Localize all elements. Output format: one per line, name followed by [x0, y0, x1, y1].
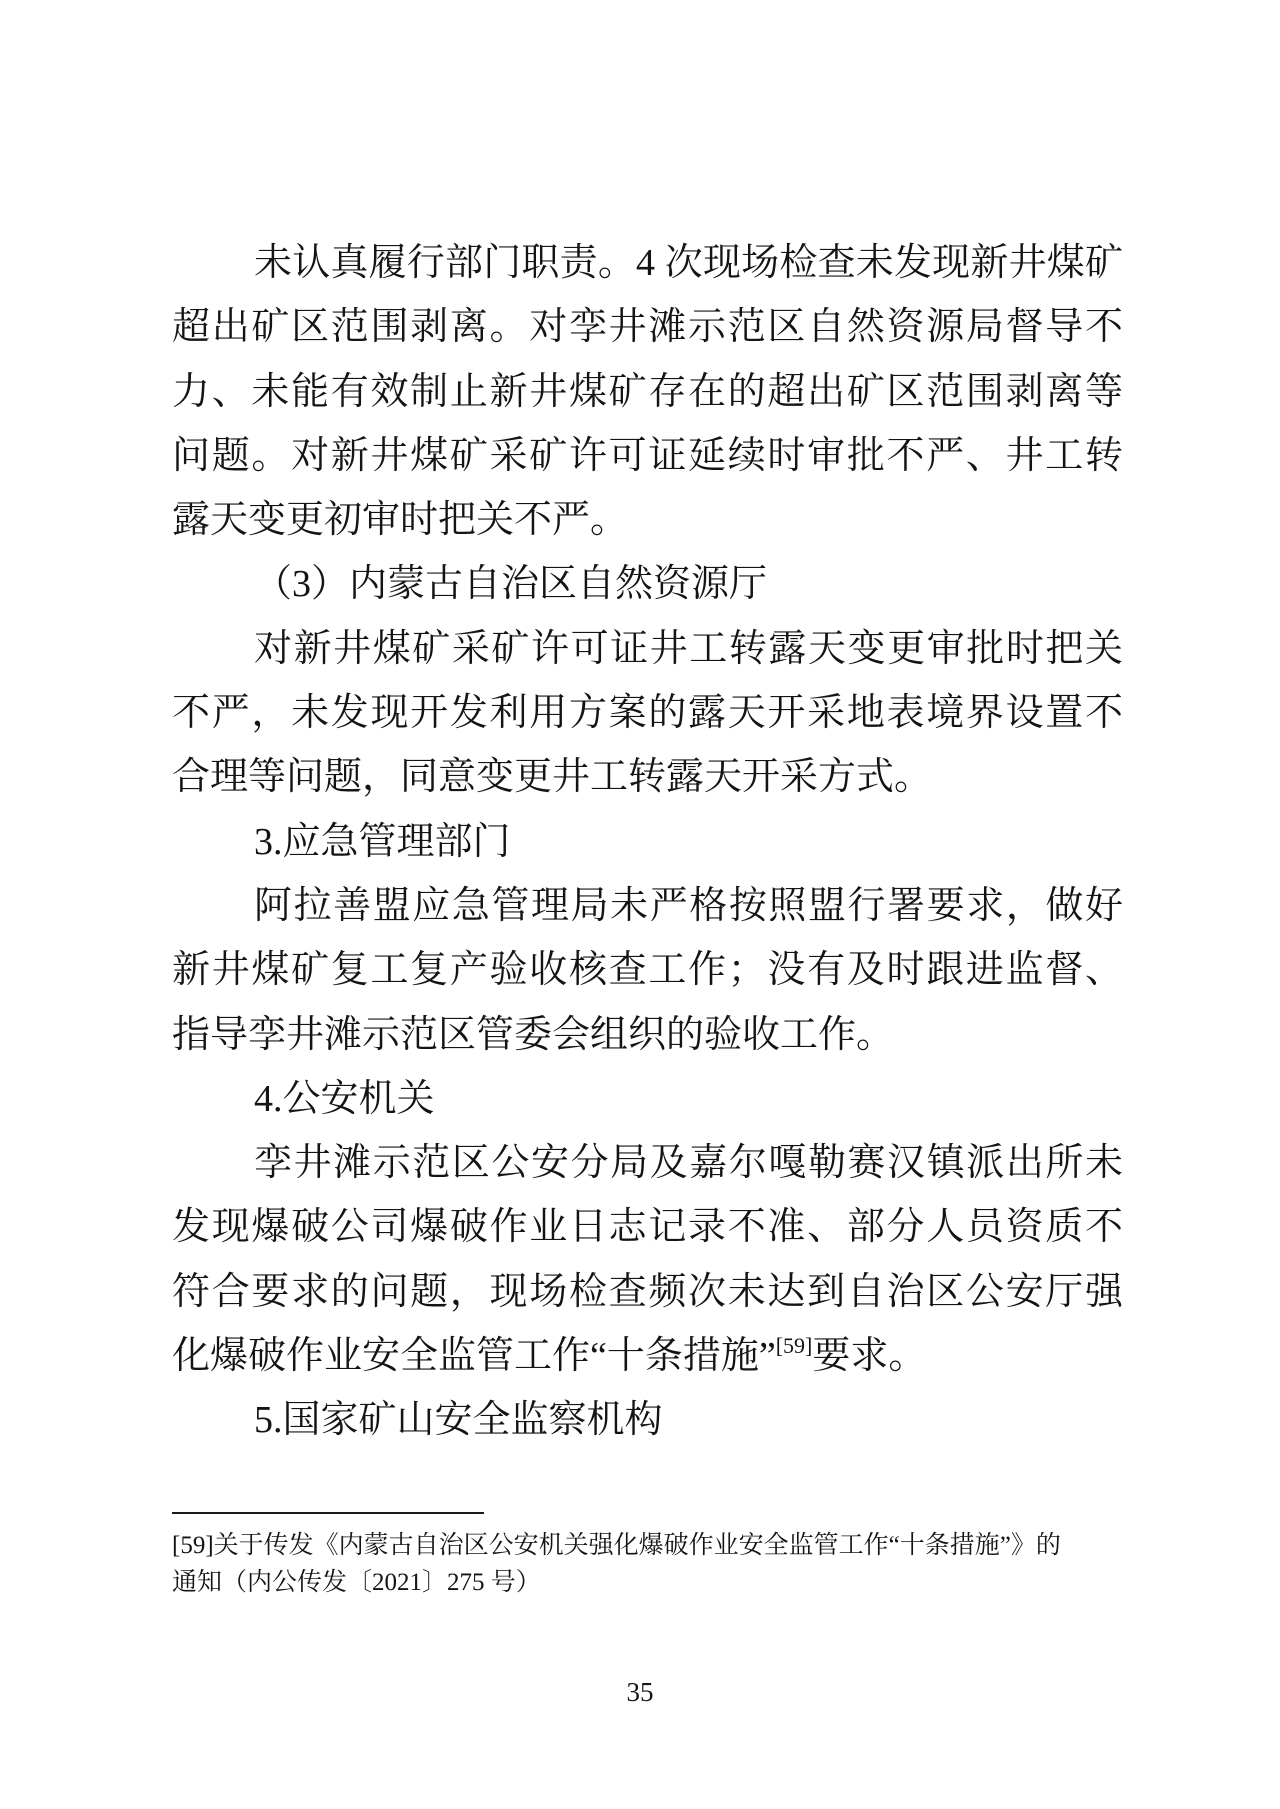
footnote-line: [59]关于传发《内蒙古自治区公安机关强化爆破作业安全监管工作“十条措施”》的: [172, 1532, 1061, 1559]
footnote-line: 通知（内公传发〔2021〕275 号）: [172, 1569, 541, 1596]
body-line: 发现爆破公司爆破作业日志记录不准、部分人员资质不: [172, 1206, 1123, 1249]
body-line: 力、未能有效制止新井煤矿存在的超出矿区范围剥离等: [172, 370, 1123, 413]
body-line-text: 要求。: [812, 1335, 927, 1378]
body-line: 对新井煤矿采矿许可证井工转露天变更审批时把关: [254, 627, 1123, 670]
body-line: 超出矿区范围剥离。对孪井滩示范区自然资源局督导不: [172, 306, 1123, 349]
heading-mine-safety-supervision: 5.国家矿山安全监察机构: [254, 1399, 663, 1442]
footnote: [172, 1527, 1132, 1601]
body-line: 问题。对新井煤矿采矿许可证延续时审批不严、井工转: [172, 434, 1123, 477]
body-line: 孪井滩示范区公安分局及嘉尔嘎勒赛汉镇派出所未: [254, 1142, 1123, 1185]
body-line: 合理等问题，同意变更井工转露天开采方式。: [172, 756, 933, 799]
footnote-ref-marker: [59]: [775, 1333, 813, 1359]
heading-emergency-mgmt-dept: 3.应急管理部门: [254, 820, 511, 863]
body-line: 阿拉善盟应急管理局未严格按照盟行署要求，做好: [254, 884, 1123, 927]
body-line: 符合要求的问题，现场检查频次未达到自治区公安厅强: [172, 1270, 1123, 1313]
body-line: [172, 1324, 1123, 1388]
page-number: 35: [626, 1677, 654, 1707]
body-line-text: 化爆破作业安全监管工作“十条措施”: [172, 1335, 776, 1378]
footnote-separator: [172, 1512, 484, 1514]
heading-natural-resources-dept: （3）内蒙古自治区自然资源厅: [254, 563, 768, 606]
body-line: 不严，未发现开发利用方案的露天开采地表境界设置不: [172, 692, 1123, 735]
body-text: [172, 231, 1123, 1453]
body-line: 新井煤矿复工复产验收核查工作；没有及时跟进监督、: [172, 949, 1123, 992]
body-line: 露天变更初审时把关不严。: [172, 499, 629, 542]
body-line: 未认真履行部门职责。4 次现场检查未发现新井煤矿: [254, 242, 1123, 284]
heading-public-security-organ: 4.公安机关: [254, 1077, 435, 1120]
body-line: 指导孪井滩示范区管委会组织的验收工作。: [172, 1013, 895, 1056]
